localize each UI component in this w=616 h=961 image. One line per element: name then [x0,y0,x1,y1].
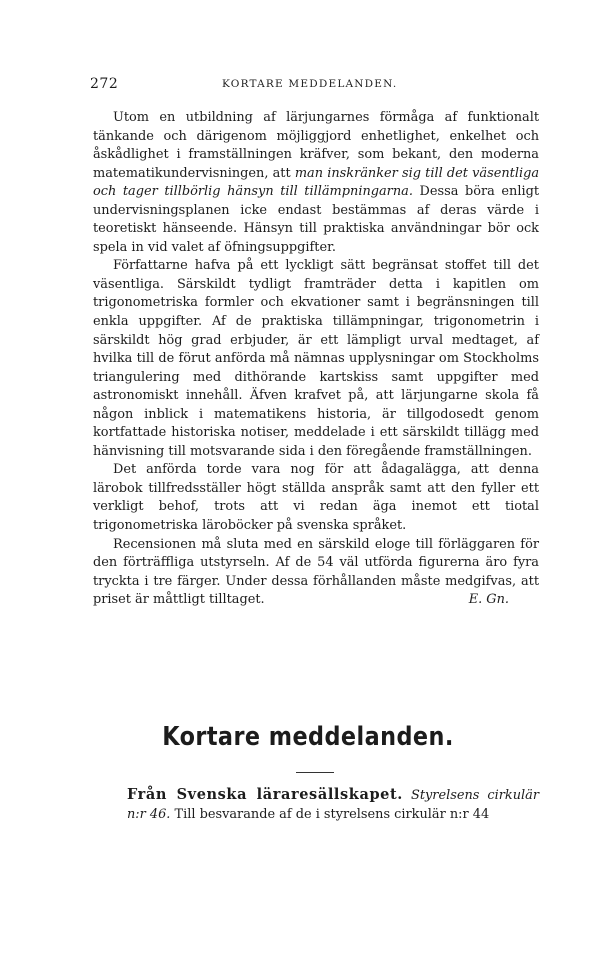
news-item-body [93,786,539,824]
paragraph [93,257,539,461]
text-segment: Recensionen må sluta med en särskild eloge till förläggaren för den förträffliga utstyrseln. Af de 54 väl utförda figurerna äro fyra tryckta i tre färger. Under dessa förhållanden måste medgifvas, att priset är måttligt tilltaget. [93,536,539,608]
section-title: Kortare meddelanden. [162,722,454,752]
page-header [90,76,540,96]
page-number: 272 [90,76,119,92]
paragraph [93,109,539,257]
text-segment: Det anförda torde vara nog för att ådagalägga, att denna lärobok tillfredsställer högt ställda anspråk samt att den fyller ett verkligt behof, trots att vi redan äga inemot ett tiotal trigonometriska läroböcker på svenska språket. [93,462,539,534]
text-segment: Dessa böra enligt undervisningsplanen icke endast bestämmas af deras värde i teoretiskt hänseende. Hänsyn till praktiska användningar bör ock spela in vid valet af öfningsuppgifter. [93,184,540,255]
paragraph [93,461,539,535]
italic-text-segment: man inskränker sig till det väsentliga och tager tillbörlig hänsyn till tillämpningarna. [93,165,540,200]
paragraph [93,536,539,610]
news-item-text: Till besvarande af de i styrelsens cirkulär n:r 44 [174,806,490,822]
text-segment: Författarne hafva på ett lyckligt sätt begränsat stoffet till det väsentliga. Särskildt tydligt framträder detta i kapitlen om trigonometriska formler och ekvationer samt i begränsningen till enkla uppgifter. Af de praktiska tillämpningar, trigonometrin i särskildt hög grad erbjuder, är ett lämpligt urval medtaget, af hvilka till de förut anförda må nämnas upplysningar om Stockholms triangulering med dithörande kartskiss samt uppgifter med astronomiskt innehåll. Äfven krafvet på, att lärjungarne skola få någon inblick i matematikens historia, är tillgodosedt genom kortfattade historiska notiser, meddelade i ett särskildt tillägg med hänvisning till motsvarande sida i den föregående framställningen. [93,258,539,459]
author-signature: E. Gn. [468,592,509,608]
review-text [93,109,539,610]
news-item-heading: Från Svenska läraresällskapet. [127,786,403,803]
news-item-subheading: Styrelsens cirkulär n:r 46. [127,788,539,822]
title-divider [296,772,334,773]
running-head: KORTARE MEDDELANDEN. [222,78,398,90]
news-item [93,786,539,824]
text-segment: Utom en utbildning af lärjungarnes förmåga af funktionalt tänkande och därigenom möjliggjord enhetlighet, enkelhet och åskådlighet i framställningen kräfver, som bekant, den moderna matematikundervisningen, att [93,110,539,181]
